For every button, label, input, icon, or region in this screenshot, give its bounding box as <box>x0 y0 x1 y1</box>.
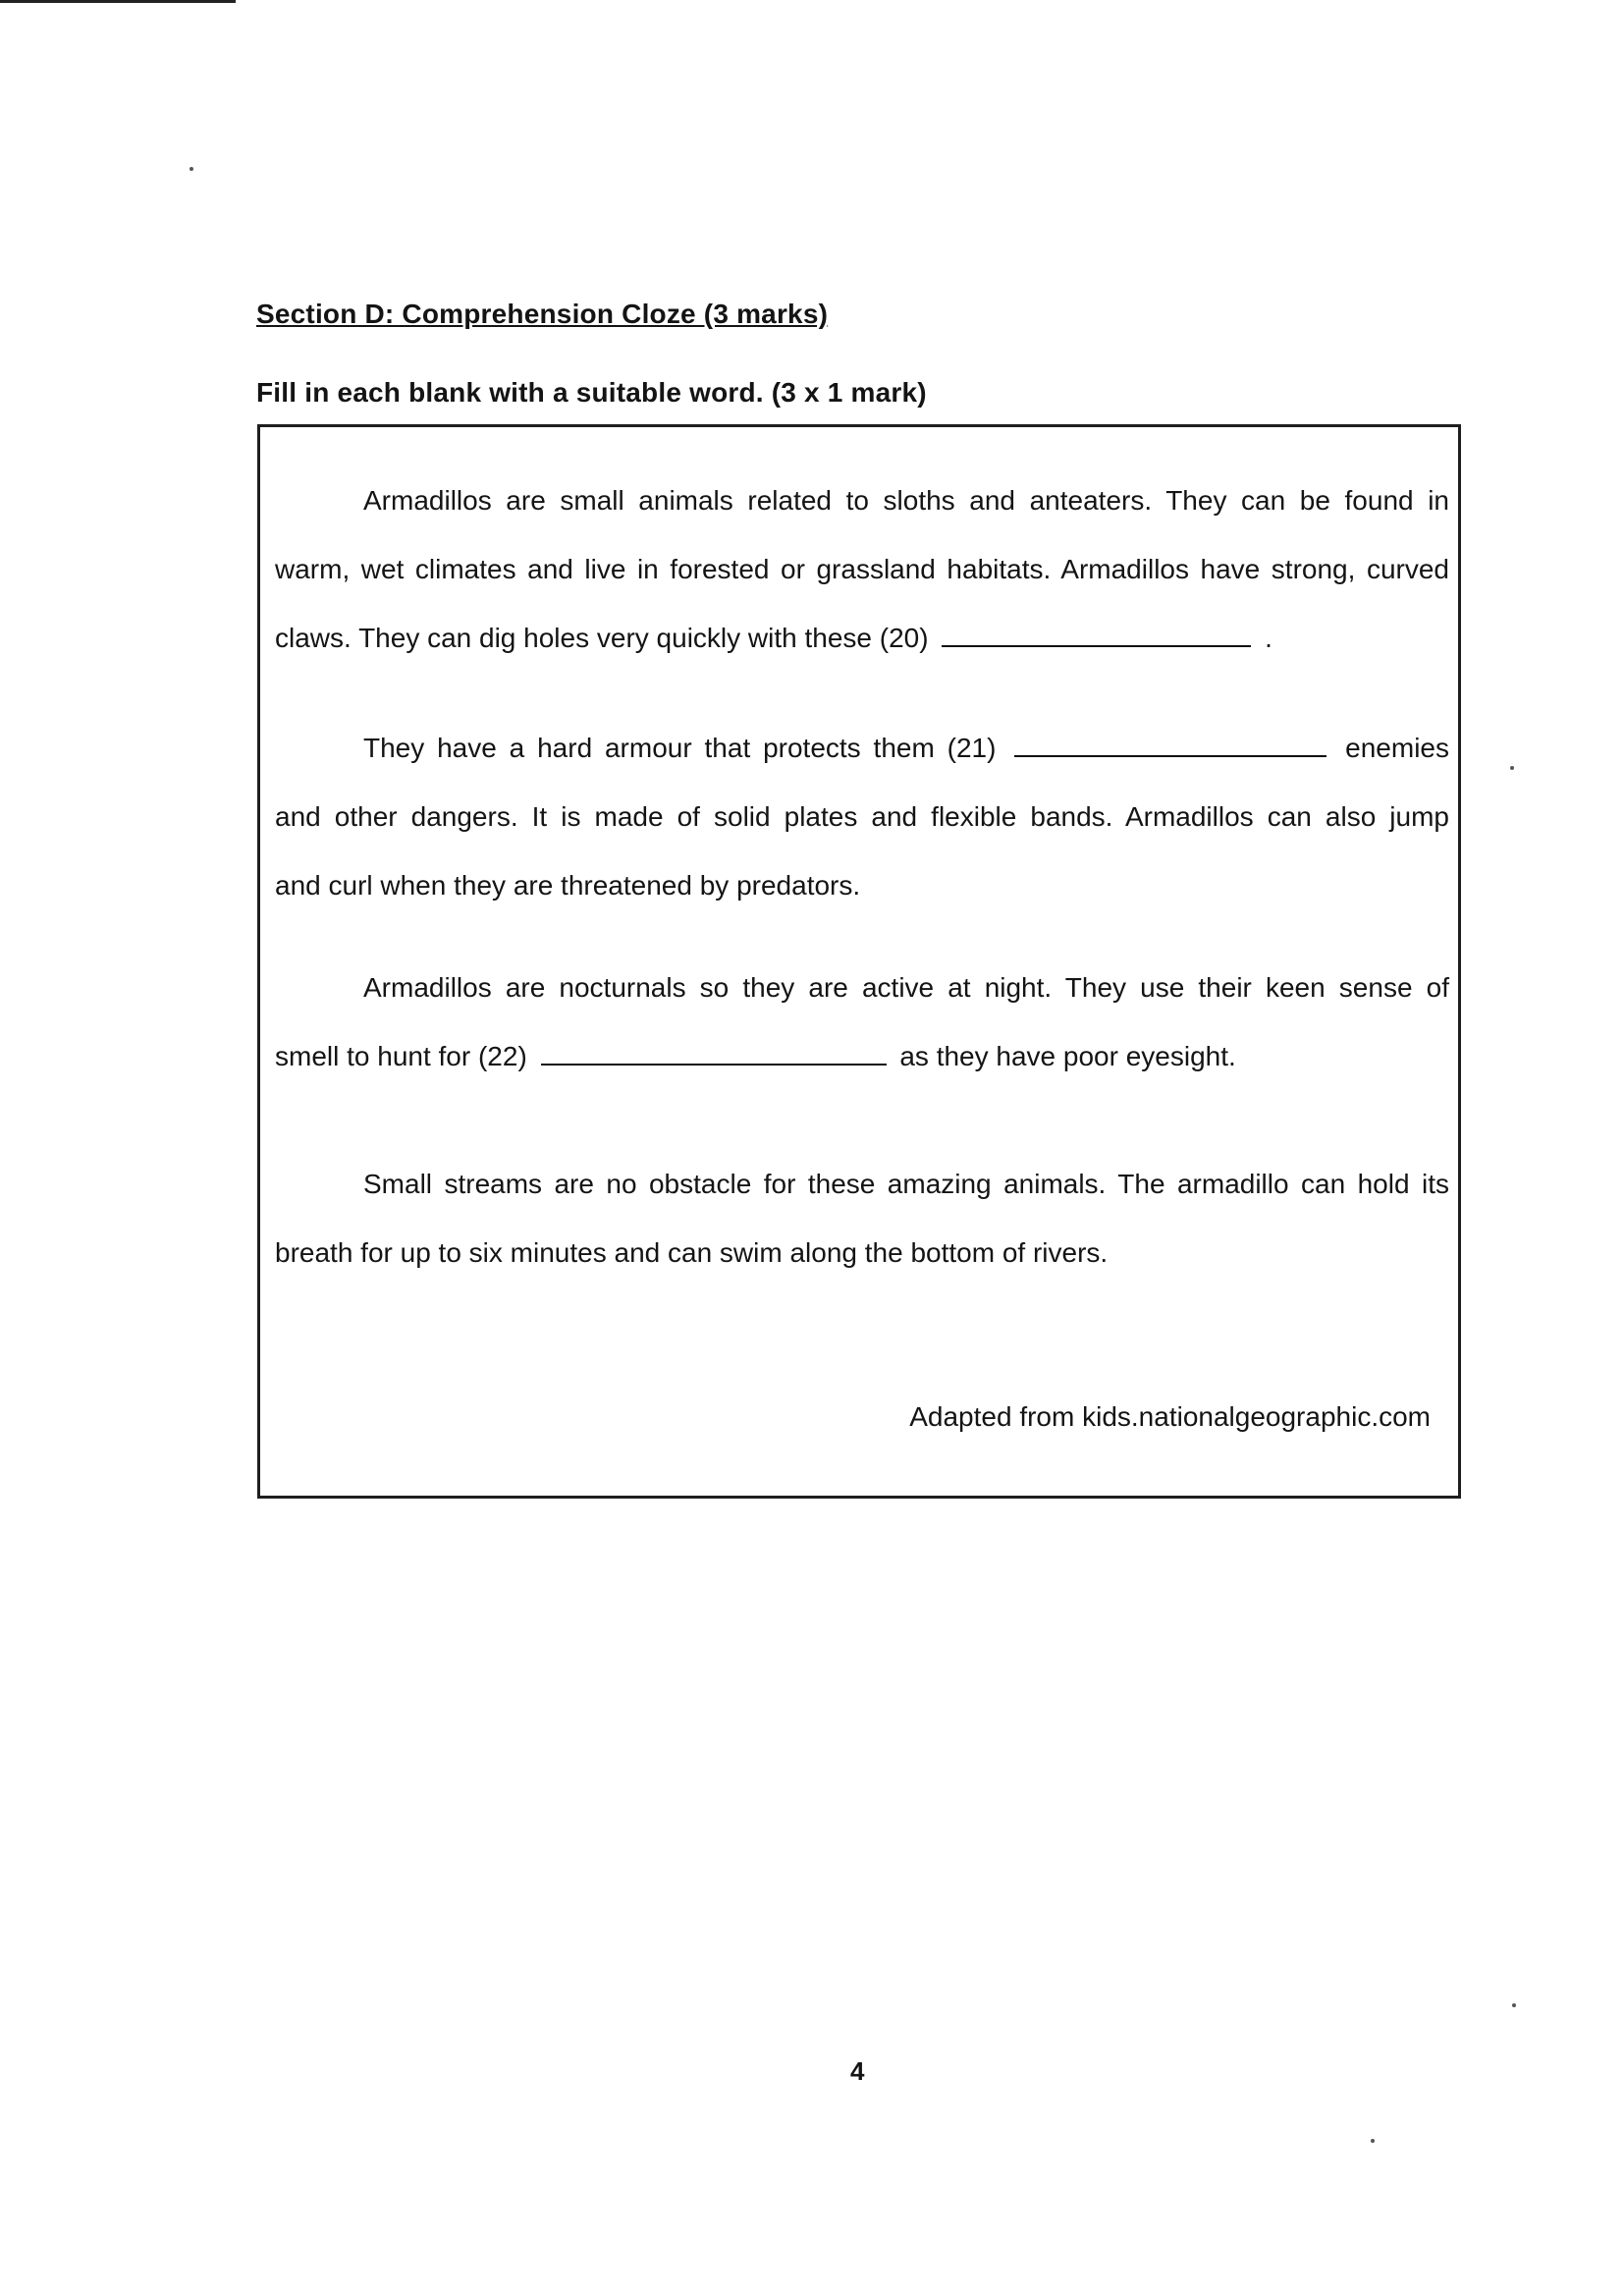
page-number: 4 <box>850 2056 865 2086</box>
source-credit: Adapted from kids.nationalgeographic.com <box>909 1401 1431 1432</box>
blank-22[interactable] <box>541 1042 887 1066</box>
paragraph-2 <box>275 714 1449 920</box>
passage-line <box>275 714 1449 783</box>
section-title: Section D: Comprehension Cloze (3 marks) <box>256 299 829 329</box>
scan-speck <box>1510 766 1514 770</box>
passage-text: as they have poor eyesight. <box>899 1041 1236 1071</box>
paragraph-3 <box>275 954 1449 1091</box>
passage-line: and curl when they are threatened by predators. <box>275 870 861 901</box>
passage-line: and other dangers. It is made of solid plates and flexible bands. Armadillos can also jump <box>275 801 1449 832</box>
scan-speck <box>1371 2139 1375 2143</box>
scan-edge-line <box>0 0 236 3</box>
paragraph-1 <box>275 466 1449 673</box>
blank-20[interactable] <box>942 624 1251 647</box>
passage-line: warm, wet climates and live in forested or grassland habitats. Armadillos have strong, curved <box>275 554 1449 584</box>
scan-speck <box>189 167 193 171</box>
passage-text: . <box>1265 623 1272 653</box>
passage-line: breath for up to six minutes and can swim along the bottom of rivers. <box>275 1237 1109 1268</box>
instruction-text: Fill in each blank with a suitable word. (3 x 1 mark) <box>256 377 927 408</box>
passage-box <box>257 424 1461 1499</box>
blank-21[interactable] <box>1014 734 1326 757</box>
passage-line: Armadillos are nocturnals so they are active at night. They use their keen sense of <box>363 972 1449 1003</box>
passage-text: smell to hunt for (22) <box>275 1041 527 1071</box>
scan-speck <box>1512 2003 1516 2007</box>
passage-line <box>275 1022 1449 1091</box>
passage-line <box>275 604 1449 673</box>
paragraph-4 <box>275 1150 1449 1287</box>
passage-text: claws. They can dig holes very quickly with these (20) <box>275 623 929 653</box>
passage-line: Small streams are no obstacle for these amazing animals. The armadillo can hold its <box>363 1169 1449 1199</box>
passage-line: Armadillos are small animals related to sloths and anteaters. They can be found in <box>363 485 1449 516</box>
passage-text: enemies <box>1345 733 1449 763</box>
passage-text: They have a hard armour that protects them (21) <box>363 733 997 763</box>
